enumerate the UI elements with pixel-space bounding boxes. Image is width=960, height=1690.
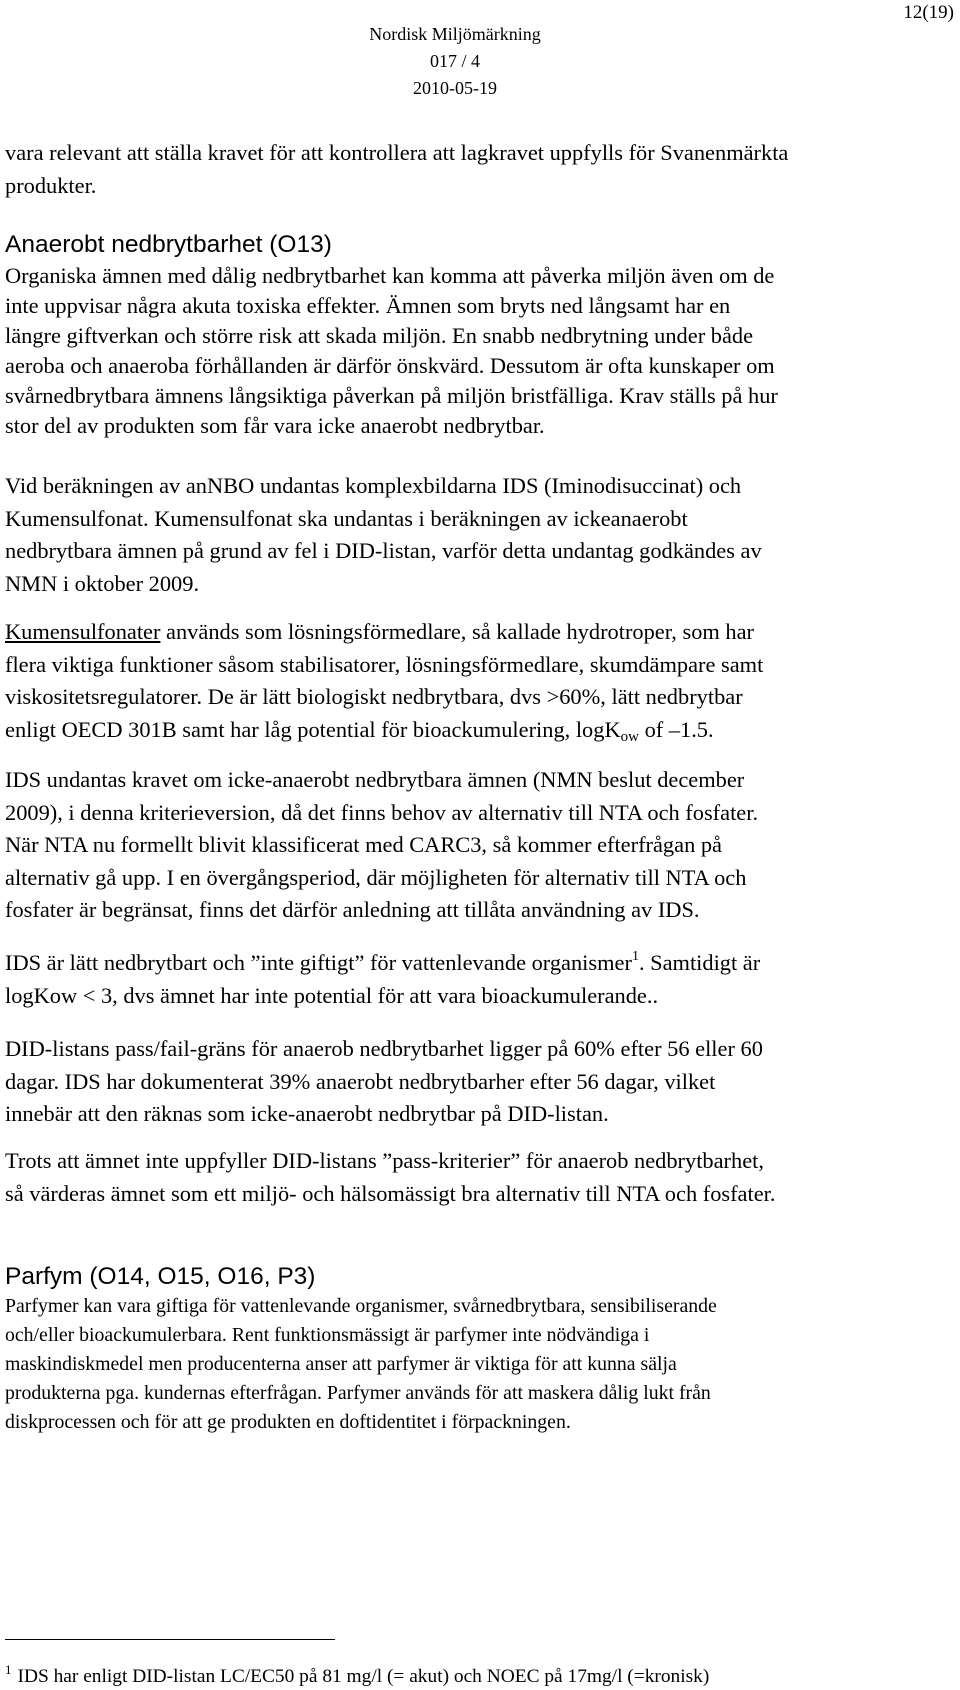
text-line — [5, 941, 760, 980]
text-line: Trots att ämnet inte uppfyller DID-listans ”pass-kriterier” för anaerob nedbrytbarhet, — [5, 1148, 764, 1173]
o13-paragraph-4 — [5, 764, 758, 927]
text-line: Organiska ämnen med dålig nedbrytbarhet kan komma att påverka miljön även om de — [5, 263, 775, 288]
text-line: fosfater är begränsat, finns det därför anledning att tillåta användning av IDS. — [5, 897, 700, 922]
text-line: viskositetsregulatorer. De är lätt biologiskt nedbrytbara, dvs >60%, lätt nedbrytbar — [5, 684, 743, 709]
text-line: När NTA nu formellt blivit klassificerat med CARC3, så kommer efterfrågan på — [5, 832, 722, 857]
text-line: logKow < 3, dvs ämnet har inte potential för att vara bioackumulerande.. — [5, 982, 659, 1008]
text-fragment: of –1.5. — [638, 716, 714, 742]
text-line: svårnedbrytbara ämnens långsiktiga påverkan på miljön bristfälliga. Krav ställs på hur — [5, 383, 778, 408]
subscript-ow: ow — [620, 728, 639, 745]
text-line: Parfymer kan vara giftiga för vattenlevande organismer, svårnedbrytbara, sensibiliserande — [5, 1295, 717, 1317]
text-line: Vid beräkningen av anNBO undantas komplexbildarna IDS (Iminodisuccinat) och — [5, 473, 742, 498]
o13-paragraph-3 — [5, 616, 763, 753]
o13-paragraph-1 — [5, 261, 778, 441]
text-fragment: används som lösningsförmedlare, så kallade hydrotroper, som har — [160, 619, 755, 644]
text-line: maskindiskmedel men producenterna anser att parfymer är viktiga för att kunna sälja — [5, 1353, 677, 1375]
text-line: DID-listans pass/fail-gräns för anaerob nedbrytbarhet ligger på 60% efter 56 eller 60 — [5, 1036, 763, 1061]
text-fragment: . Samtidigt är — [638, 950, 761, 975]
text-line — [5, 616, 763, 649]
text-line: Kumensulfonat. Kumensulfonat ska undantas i beräkningen av ickeanaerobt — [5, 505, 688, 531]
text-line: produkterna pga. kundernas efterfrågan. Parfymer används för att maskera dålig lukt från — [5, 1382, 711, 1404]
text-line: aeroba och anaeroba förhållanden är därför önskvärd. Dessutom är ofta kunskaper om — [5, 353, 775, 378]
text-line: stor del av produkten som får vara icke anaerobt nedbrytbar. — [5, 413, 545, 438]
text-line: IDS undantas kravet om icke-anaerobt nedbrytbara ämnen (NMN beslut december — [5, 767, 745, 792]
footnote-text: IDS har enligt DID-listan LC/EC50 på 81 mg/l (= akut) och NOEC på 17mg/l (=kronisk) — [17, 1666, 710, 1687]
intro-paragraph — [5, 137, 788, 202]
text-line: så värderas ämnet som ett miljö- och hälsomässigt bra alternativ till NTA och fosfater. — [5, 1180, 776, 1206]
text-line — [5, 714, 763, 754]
o13-paragraph-2 — [5, 470, 762, 600]
text-line: och/eller bioackumulerbara. Rent funktionsmässigt är parfymer inte nödvändiga i — [5, 1324, 650, 1346]
text-line: diskprocessen och för att ge produkten en doftidentitet i förpackningen. — [5, 1411, 571, 1433]
header-organization: Nordisk Miljömärkning — [369, 24, 541, 44]
text-line: dagar. IDS har dokumenterat 39% anaerobt nedbrytbarher efter 56 dagar, vilket — [5, 1068, 716, 1094]
footnote-separator — [5, 1639, 335, 1640]
footnote-number: 1 — [5, 1662, 12, 1677]
o13-paragraph-6 — [5, 1033, 763, 1131]
parfym-paragraph — [5, 1292, 717, 1437]
text-line: inte uppvisar några akuta toxiska effekter. Ämnen som bryts ned långsamt har en — [5, 293, 731, 318]
text-fragment: enligt OECD 301B samt har låg potential för bioackumulering, logK — [5, 716, 621, 742]
section-heading-parfym: Parfym (O14, O15, O16, P3) — [5, 1263, 316, 1290]
text-line: alternativ gå upp. I en övergångsperiod, där möjligheten för alternativ till NTA och — [5, 864, 747, 890]
footnote — [5, 1658, 709, 1689]
text-line: NMN i oktober 2009. — [5, 570, 200, 596]
text-line: 2009), i denna kriterieversion, då det finns behov av alternativ till NTA och fosfater. — [5, 799, 759, 825]
footnote-reference: 1 — [631, 949, 639, 964]
text-line: innebär att den räknas som icke-anaerobt nedbrytbar på DID-listan. — [5, 1101, 609, 1126]
text-line: vara relevant att ställa kravet för att kontrollera att lagkravet uppfylls för Svanenmärkta — [5, 140, 789, 165]
kumensulfonater-link: Kumensulfonater — [5, 619, 161, 644]
text-line: nedbrytbara ämnen på grund av fel i DID-listan, varför detta undantag godkändes av — [5, 538, 762, 563]
page-number: 12(19) — [903, 2, 954, 23]
document-header — [0, 21, 935, 102]
text-line: produkter. — [5, 172, 97, 198]
section-heading-anaerobt: Anaerobt nedbrytbarhet (O13) — [5, 231, 332, 258]
text-line: längre giftverkan och större risk att skada miljön. En snabb nedbrytning under både — [5, 323, 754, 348]
o13-paragraph-5 — [5, 941, 760, 1012]
header-document-id: 017 / 4 — [429, 51, 480, 71]
header-date: 2010-05-19 — [413, 78, 497, 98]
o13-paragraph-7 — [5, 1145, 775, 1210]
text-line: flera viktiga funktioner såsom stabilisatorer, lösningsförmedlare, skumdämpare samt — [5, 651, 764, 677]
text-fragment: IDS är lätt nedbrytbart och ”inte giftigt” för vattenlevande organismer — [5, 950, 632, 975]
